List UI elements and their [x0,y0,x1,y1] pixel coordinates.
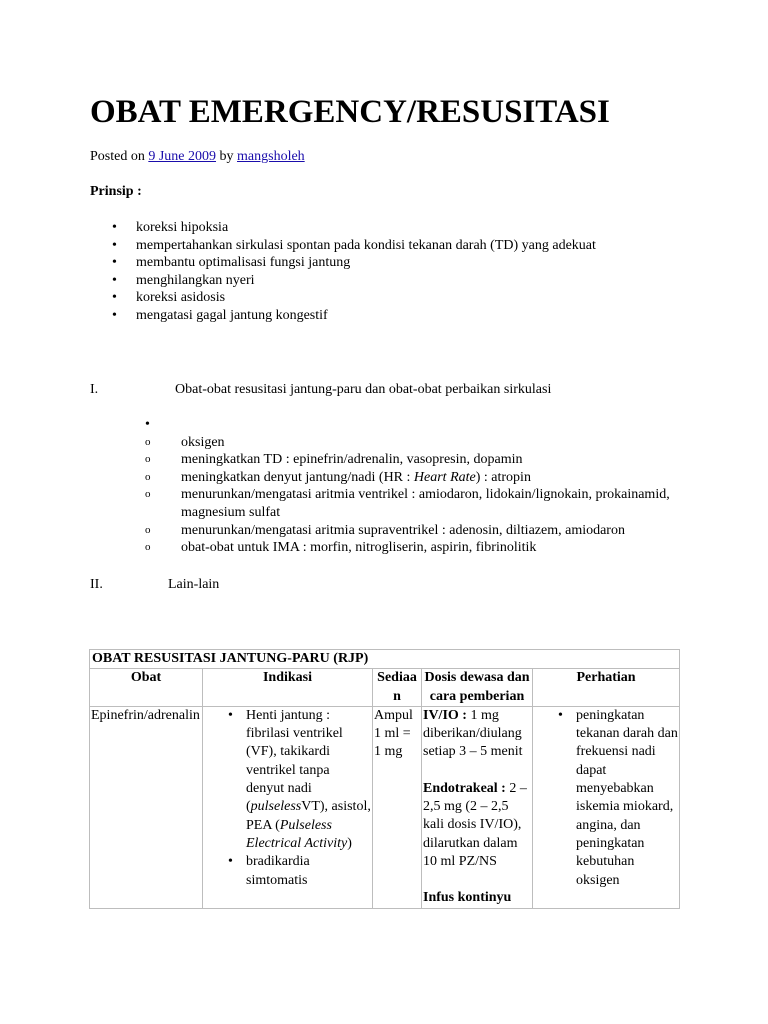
column-header: Obat [90,669,203,707]
list-item: o oksigen [145,434,225,450]
posted-on-label: Posted on [90,149,145,164]
post-meta [90,148,305,166]
column-header: Indikasi [203,669,373,707]
section-number: II. [90,577,103,592]
column-header: Dosis dewasa dan cara pemberian [422,669,533,707]
circle-marker-icon: o [145,470,151,483]
cell-sediaan: Ampul 1 ml = 1 mg [373,706,422,908]
column-header: Sediaa n [373,669,422,707]
list-item: • peningkatan tekanan darah dan frekuensi nadi dapat menyebabkan iskemia miokard, angina, dan peningkatan kebutuhan oksigen [534,707,678,890]
by-label: by [219,149,234,164]
list-item: • bradikardia simtomatis [204,853,371,890]
circle-marker-icon: o [145,453,151,466]
list-item: o menurunkan/mengatasi aritmia ventrikel : amiodaron, lidokain/lignokain, prokainamid, magnesium sulfat [145,487,670,520]
page-title: OBAT EMERGENCY/RESUSITASI [90,94,610,130]
list-item: o meningkatkan denyut jantung/nadi (HR : Heart Rate) : atropin [145,469,531,485]
column-header: Perhatian [533,669,680,707]
list-item: o obat-obat untuk IMA : morfin, nitrogliserin, aspirin, fibrinolitik [145,540,537,556]
post-date-link[interactable]: 9 June 2009 [148,149,217,164]
section-1-list [145,416,705,557]
cell-dosis: IV/IO : 1 mg diberikan/diulang setiap 3 – 5 menit Endotrakeal : 2 – 2,5 mg (2 – 2,5 kali dosis IV/IO), dilarutkan dalam 10 ml PZ/NS Infus kontinyu [422,706,533,908]
table-row [90,706,680,908]
prinsip-list [90,219,596,325]
circle-marker-icon: o [145,523,151,536]
list-item: • Henti jantung : fibrilasi ventrikel (VF), takikardi ventrikel tanpa denyut nadi (pulselessVT), asistol, PEA (Pulseless Electrical Activity) [204,707,371,853]
list-item: • mengatasi gagal jantung kongestif [90,307,596,325]
author-link[interactable]: mangsholeh [237,149,305,164]
section-title: Obat-obat resusitasi jantung-paru dan obat-obat perbaikan sirkulasi [175,382,552,397]
rjp-table [89,649,680,909]
section-title: Lain-lain [168,577,220,592]
list-item: • membantu optimalisasi fungsi jantung [90,254,596,272]
circle-marker-icon: o [145,435,151,448]
cell-perhatian [533,706,680,908]
list-item: • mempertahankan sirkulasi spontan pada kondisi tekanan darah (TD) yang adekuat [90,237,596,255]
cell-obat: Epinefrin/adrenalin [90,706,203,908]
list-item: o meningkatkan TD : epinefrin/adrenalin, vasopresin, dopamin [145,452,523,468]
list-item [145,416,705,434]
table-caption: OBAT RESUSITASI JANTUNG-PARU (RJP) [90,650,680,669]
cell-indikasi [203,706,373,908]
list-item: • koreksi hipoksia [90,219,596,237]
bullet-icon: • [145,417,150,432]
circle-marker-icon: o [145,488,151,501]
list-item: • menghilangkan nyeri [90,272,596,290]
list-item: o menurunkan/mengatasi aritmia supraventrikel : adenosin, diltiazem, amiodaron [145,522,625,538]
table-header-row [90,669,680,707]
section-number: I. [90,382,99,397]
circle-marker-icon: o [145,541,151,554]
prinsip-heading: Prinsip : [90,184,142,199]
list-item: • koreksi asidosis [90,289,596,307]
